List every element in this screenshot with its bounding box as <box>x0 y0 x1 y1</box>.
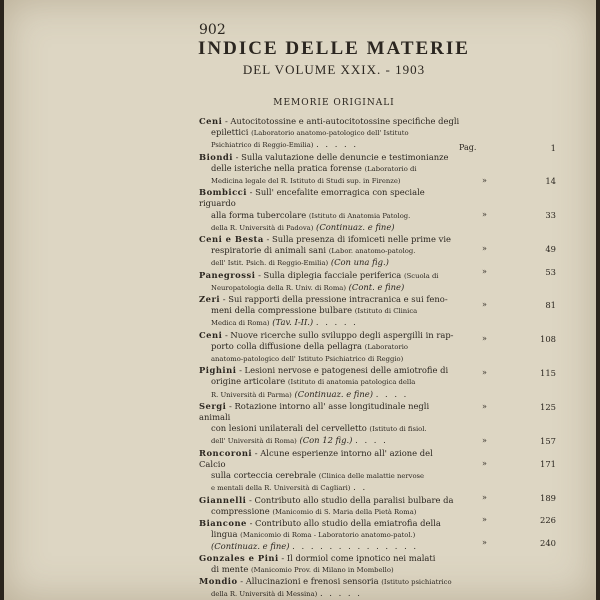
entry-line: Medica di Roma) <box>211 319 270 328</box>
page-ref: 14 <box>545 176 556 186</box>
index-entry: Zeri - Sui rapporti della pressione intracranica e sui feno- meni della compressione bulbare (Istituto di Clinica Medica di Roma) (Tav. I-II.) . . . . . <box>199 294 448 328</box>
index-entry: Mondio - Allucinazioni e frenosi sensoria (Istituto psichiatrico della R. Università di Messina) . . . . . <box>199 575 452 599</box>
page-prefix: » <box>482 267 487 276</box>
entry-line: Neuropatologia della R. Univ. di Roma) <box>211 283 346 292</box>
page-ref: 115 <box>540 368 556 378</box>
entry-author: Zeri <box>199 294 221 305</box>
entry-line: (Laboratorio anatomo-patologico dell' Istituto <box>251 129 409 138</box>
entry-line: - Sull' encefalite emorragica con speciale riguardo <box>199 187 425 209</box>
entry-author: Sergi <box>199 400 227 411</box>
entry-author: Bombicci <box>199 187 247 198</box>
entry-line: - Contributo allo studio della emiatrofia della <box>249 517 441 528</box>
index-subtitle: DEL VOLUME XXIX. - 1903 <box>242 62 426 77</box>
entry-author: Ceni <box>199 329 223 340</box>
entry-line: - Sulla presenza di ifomiceti nelle prime vie <box>266 234 451 245</box>
entry-line: della R. Università di Messina) <box>211 590 318 599</box>
index-entry: Ceni - Autocitotossine e anti-autocitotossine specifiche degli epilettici (Laboratorio anatomo-patologico dell' Istituto Psichiatrico di Reggio-Emilia) . . . . . <box>199 116 460 150</box>
index-entry <box>199 152 461 188</box>
entry-line: Psichiatrico di Reggio-Emilia) <box>211 141 314 150</box>
index-entry: Pighini - Lesioni nervose e patogenesi delle amiotrofie di origine articolare (Istituto di anatomia patologica della R. Università di Parma) (Continuaz. e fine) . . . . <box>199 365 449 399</box>
entry-line: di mente <box>211 563 249 574</box>
entry-line: - Autocitotossine e anti-autocitotossine specifiche degli <box>224 116 460 126</box>
entry-line: - Rotazione intorno all' asse longitudinale negli animali <box>199 400 430 423</box>
entry-line: (Continuaz. e fine) <box>294 388 374 399</box>
page-prefix: » <box>482 334 487 343</box>
book-page <box>4 0 596 600</box>
page-ref: 108 <box>540 334 556 344</box>
entries-list <box>199 116 461 600</box>
entry-line: (Con una fig.) <box>330 257 389 268</box>
page-ref: 226 <box>540 515 556 525</box>
index-entry: Sergi - Rotazione intorno all' asse longitudinale negli animali con lesioni unilaterali del cervelletto (Istituto di fisiol. dell' Università di Roma) (Con 12 fig.) . . . . <box>199 400 430 446</box>
entry-line: della R. Università di Padova) <box>211 223 314 232</box>
entry-line: dell' Istit. Psich. di Reggio-Emilia) <box>211 259 329 268</box>
page-ref: 33 <box>545 210 556 220</box>
entry-line: - Sui rapporti della pressione intracranica e sui feno- <box>222 294 448 305</box>
index-title: INDICE DELLE MATERIE <box>198 38 470 59</box>
entry-line: (Laboratorio <box>364 342 408 351</box>
entry-line: (Istituto di fisiol. <box>369 425 427 434</box>
page-prefix: » <box>482 436 487 445</box>
entry-line: con lesioni unilaterali del cervelletto <box>211 423 367 434</box>
page-prefix: » <box>482 300 487 309</box>
entry-author: Mondio <box>199 575 238 586</box>
entry-line: - Alcune esperienze intorno all' azione del Calcio <box>199 447 433 469</box>
entry-author: Biondi <box>199 151 233 162</box>
entry-line: lingua <box>211 529 238 540</box>
page-prefix: » <box>482 402 487 411</box>
entry-line: alla forma tubercolare <box>211 209 307 220</box>
page-prefix: » <box>482 493 487 502</box>
entry-line: (Istituto di anatomia patologica della <box>287 378 416 387</box>
index-entry <box>199 187 461 234</box>
entry-line: R. Università di Parma) <box>211 390 292 399</box>
entry-line: (Istituto psichiatrico <box>381 577 452 586</box>
page-prefix: » <box>482 368 487 377</box>
index-entry <box>199 495 461 518</box>
page-ref: 240 <box>540 538 556 548</box>
entry-line: (Continuaz. e fine) <box>211 541 290 552</box>
entry-line: - Lesioni nervose e patogenesi delle amiotrofie di <box>239 365 449 376</box>
index-entry <box>199 234 461 270</box>
entry-line: e mentali della R. Università di Cagliari) <box>211 484 351 493</box>
page-ref: 171 <box>540 459 556 469</box>
entry-line: sulla corteccia cerebrale <box>211 470 317 481</box>
entry-line: (Con 12 fig.) <box>299 435 353 446</box>
entry-line: (Istituto di Anatomia Patolog. <box>308 211 411 220</box>
entry-author: Ceni <box>199 116 223 126</box>
entry-author: Roncoroni <box>199 447 253 458</box>
entry-line: respiratorie di animali sani <box>211 245 327 256</box>
entry-line: (Tav. I-II.) <box>272 317 314 328</box>
page-ref: 1 <box>550 143 556 153</box>
index-entry <box>199 330 461 366</box>
entry-line: - Allucinazioni e frenosi sensoria <box>240 575 379 586</box>
entry-line: dell' Università di Roma) <box>211 437 297 446</box>
page-prefix: » <box>482 176 487 185</box>
page-prefix: » <box>482 515 487 524</box>
entry-line: meni della compressione bulbare <box>211 305 353 316</box>
entry-author: Biancone <box>199 517 247 528</box>
entry-line: - Nuove ricerche sullo sviluppo degli aspergilli in rap- <box>224 329 454 340</box>
entry-author: Gonzales e Pini <box>199 552 279 563</box>
entry-line: (Labor. anatomo-patolog. <box>328 247 416 256</box>
page-ref: 189 <box>540 493 556 503</box>
page-ref: 81 <box>545 300 556 310</box>
entry-line: (Scuola di <box>403 271 439 280</box>
index-entry: Roncoroni - Alcune esperienze intorno all' azione del Calcio sulla corteccia cerebrale (Clinica delle malattie nervose e mentali della R. Università di Cagliari) . . <box>199 447 433 493</box>
entry-author: Ceni e Besta <box>199 234 264 245</box>
entry-line: (Manicomio Prov. di Milano in Mombello) <box>251 565 394 574</box>
entry-line: epilettici <box>211 127 249 138</box>
entry-line: (Continuaz. e fine) <box>316 221 395 232</box>
entry-line: (Clinica delle malattie nervose <box>318 472 425 481</box>
entry-line: (Cont. e fine) <box>348 281 405 292</box>
entry-line: origine articolare <box>211 376 286 387</box>
entry-line: anatomo-patologico dell' Istituto Psichiatrico di Reggio) <box>211 355 404 364</box>
index-entry <box>199 270 461 294</box>
page-ref: 157 <box>540 436 556 446</box>
entry-line: - Contributo allo studio della paralisi bulbare da <box>248 494 454 505</box>
entry-author: Pighini <box>199 365 237 376</box>
entry-line: (Manicomio di Roma - Laboratorio anatomo-patol.) <box>240 531 416 540</box>
section-heading: MEMORIE ORIGINALI <box>273 98 395 108</box>
page-prefix: » <box>482 538 487 547</box>
page-ref: 49 <box>545 244 556 254</box>
index-entry <box>199 553 461 576</box>
entry-line: (Laboratorio di <box>364 164 417 173</box>
page-number: 902 <box>199 22 226 38</box>
entry-author: Panegrossi <box>199 269 256 280</box>
entry-line: (Manicomio di S. Maria della Pietà Roma) <box>272 507 417 516</box>
entry-line: - Il dormiol come ipnotico nei malati <box>281 552 436 563</box>
page-prefix: » <box>482 244 487 253</box>
page-ref: 53 <box>545 267 556 277</box>
entry-line: porto colla diffusione della pellagra <box>211 340 362 351</box>
entry-line: delle isteriche nella pratica forense <box>211 162 362 173</box>
page-ref: 125 <box>540 402 556 412</box>
entry-line: - Sulla valutazione delle denuncie e testimonianze <box>235 151 449 162</box>
page-prefix: » <box>482 459 487 468</box>
entry-author: Giannelli <box>199 494 247 505</box>
entry-line: Medicina legale del R. Istituto di Studi sup. in Firenze) <box>211 177 401 186</box>
page-prefix: » <box>482 210 487 219</box>
entry-line: - Sulla diplegia facciale periferica <box>258 269 402 280</box>
page-prefix: Pag. <box>459 143 477 152</box>
entry-line: (Istituto di Clinica <box>354 307 418 316</box>
entry-line: compressione <box>211 505 270 516</box>
index-entry: Biancone - Contributo allo studio della emiatrofia della lingua (Manicomio di Roma - Laboratorio anatomo-patol.) (Continuaz. e fine) . . . . . . . . . . . . . . <box>199 517 441 552</box>
